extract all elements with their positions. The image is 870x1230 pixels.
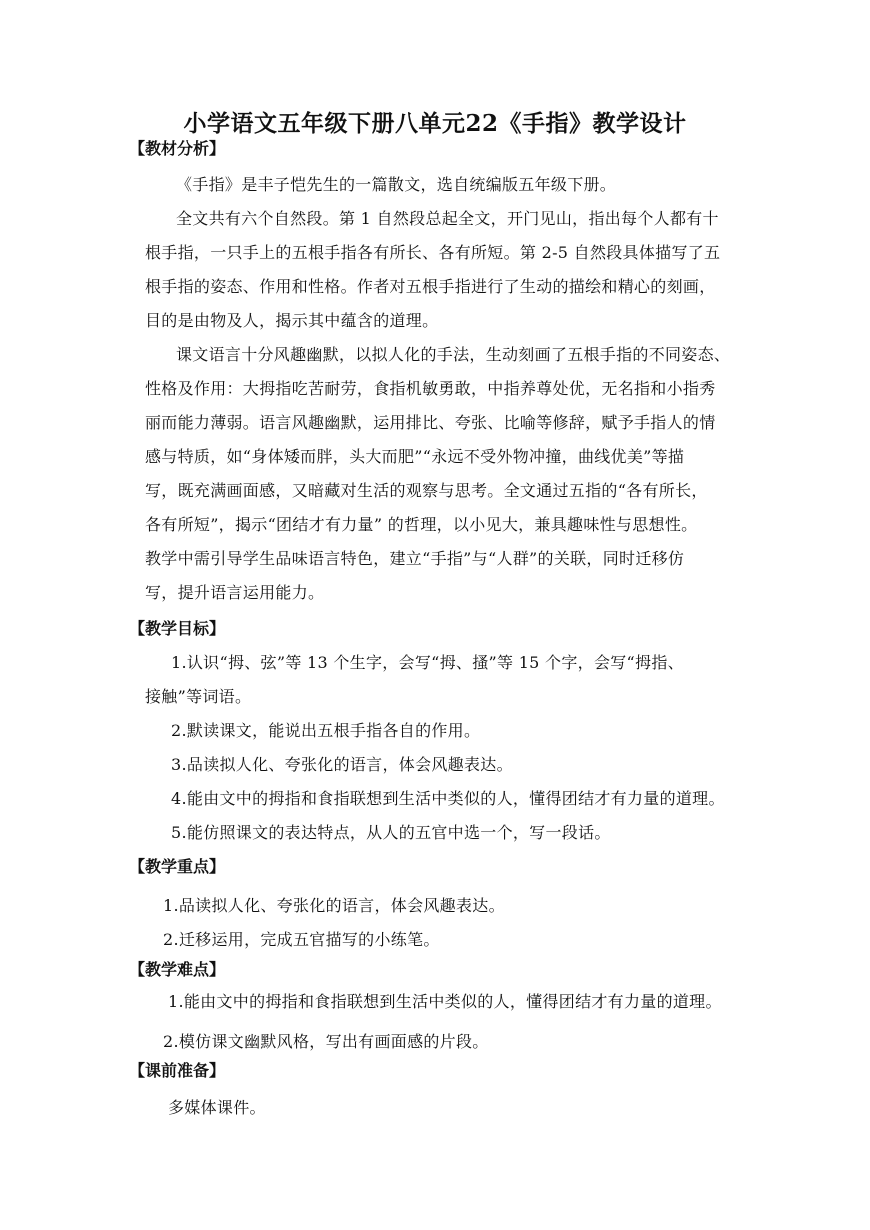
focus-item: 1.品读拟人化、夸张化的语言，体会风趣表达。	[163, 896, 505, 915]
analysis-line: 感与特质，如“身体矮而胖，头大而肥”“永远不受外物冲撞，曲线优美”等描	[145, 447, 685, 466]
analysis-line: 课文语言十分风趣幽默，以拟人化的手法，生动刻画了五根手指的不同姿态、	[176, 345, 731, 364]
goal-item: 4.能由文中的拇指和食指联想到生活中类似的人，懂得团结才有力量的道理。	[171, 789, 725, 808]
document-title: 小学语文五年级下册八单元22《手指》教学设计	[183, 110, 687, 137]
analysis-line: 各有所短”，揭示“团结才有力量” 的哲理，以小见大，兼具趣味性与思想性。	[145, 515, 698, 534]
preparation-item: 多媒体课件。	[168, 1098, 266, 1117]
section-heading-difficulty: 【教学难点】	[129, 960, 226, 979]
analysis-line: 写，既充满画面感，又暗藏对生活的观察与思考。全文通过五指的“各有所长，	[145, 481, 708, 500]
section-heading-goals: 【教学目标】	[129, 619, 226, 638]
goal-item: 5.能仿照课文的表达特点，从人的五官中选一个，写一段话。	[171, 823, 611, 842]
difficulty-item: 1.能由文中的拇指和食指联想到生活中类似的人，懂得团结才有力量的道理。	[168, 992, 722, 1011]
analysis-line: 目的是由物及人，揭示其中蕴含的道理。	[145, 311, 439, 330]
analysis-line: 全文共有六个自然段。第 1 自然段总起全文，开门见山，指出每个人都有十	[176, 209, 719, 228]
focus-item: 2.迁移运用，完成五官描写的小练笔。	[163, 930, 440, 949]
analysis-line: 《手指》是丰子恺先生的一篇散文，选自统编版五年级下册。	[176, 175, 617, 194]
analysis-line: 根手指，一只手上的五根手指各有所长、各有所短。第 2-5 自然段具体描写了五	[145, 243, 721, 262]
section-heading-preparation: 【课前准备】	[129, 1061, 226, 1080]
section-heading-focus: 【教学重点】	[129, 857, 226, 876]
goal-item: 接触”等词语。	[145, 687, 252, 706]
difficulty-item: 2.模仿课文幽默风格，写出有画面感的片段。	[163, 1032, 489, 1051]
analysis-line: 根手指的姿态、作用和性格。作者对五根手指进行了生动的描绘和精心的刻画，	[145, 277, 716, 296]
analysis-line: 性格及作用：大拇指吃苦耐劳，食指机敏勇敢，中指养尊处优，无名指和小指秀	[145, 379, 716, 398]
goal-item: 3.品读拟人化、夸张化的语言，体会风趣表达。	[171, 755, 513, 774]
analysis-line: 教学中需引导学生品味语言特色，建立“手指”与“人群”的关联，同时迁移仿	[145, 549, 685, 568]
goal-item: 1.认识“拇、弦”等 13 个生字，会写“拇、搔”等 15 个字，会写“拇指、	[171, 653, 684, 672]
analysis-line: 写，提升语言运用能力。	[145, 583, 325, 602]
goal-item: 2.默读课文，能说出五根手指各自的作用。	[171, 721, 481, 740]
analysis-line: 丽而能力薄弱。语言风趣幽默，运用排比、夸张、比喻等修辞，赋予手指人的情	[145, 413, 716, 432]
section-heading-analysis: 【教材分析】	[129, 139, 226, 158]
